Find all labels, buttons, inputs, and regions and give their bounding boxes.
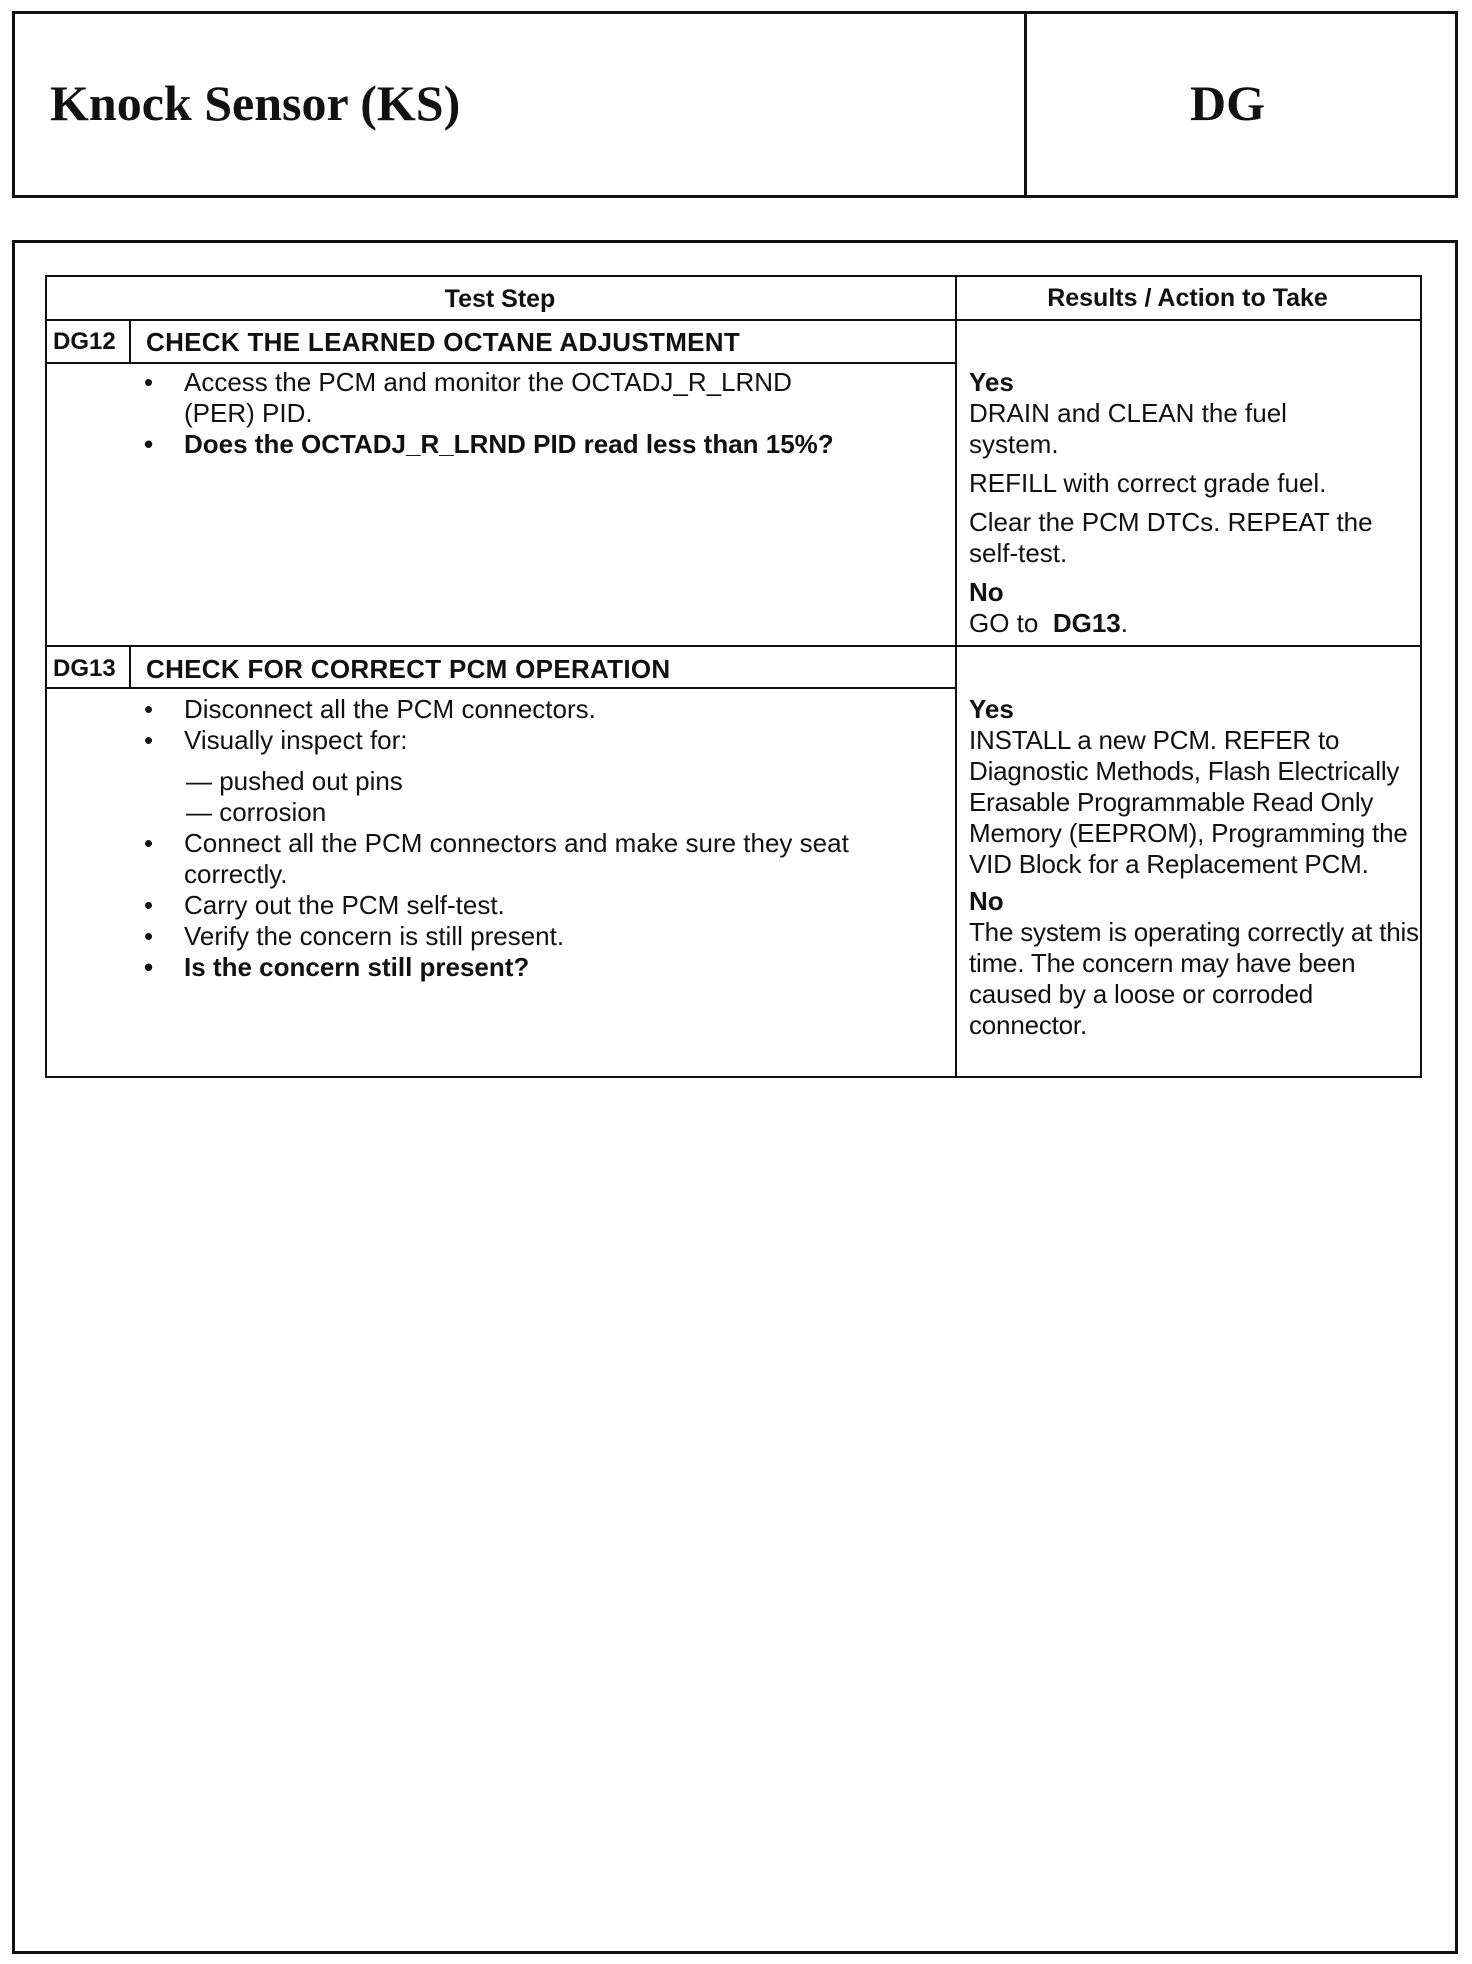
no-label: No [969,577,1004,607]
no-label: No [969,886,1004,916]
header-row-divider [47,319,1420,321]
result-text: Clear the PCM DTCs. REPEAT the self-test. [969,507,1373,568]
step-id-divider [129,645,131,687]
result-text: REFILL with correct grade fuel. [969,468,1327,498]
step-row-divider [47,645,1420,647]
list-item: • Carry out the PCM self-test. [144,890,914,921]
step-title-underline [47,362,955,364]
result-text: INSTALL a new PCM. REFER to Diagnostic Methods, Flash Electrically Erasable Programmable Read Only Memory (EEPROM), Programming the VID Block for a Replacement PCM. [969,725,1408,879]
step-instructions [144,367,914,460]
step-instructions [144,694,914,983]
list-item: • Visually inspect for: [144,725,914,756]
step-id: DG13 [53,655,116,682]
list-item: • Access the PCM and monitor the OCTADJ_R_LRND (PER) PID. [144,367,914,429]
column-divider [955,277,957,1076]
yes-label: Yes [969,367,1014,397]
step-id: DG12 [53,328,116,355]
list-item: • Connect all the PCM connectors and make sure they seat correctly. [144,828,914,890]
yes-label: Yes [969,694,1014,724]
result-text: The system is operating correctly at this time. The concern may have been caused by a loose or corroded connector. [969,917,1419,1040]
sub-list-item: — corrosion [186,797,327,827]
goto-period: . [1120,608,1128,638]
step-result [969,694,1421,1041]
step-question: • Does the OCTADJ_R_LRND PID read less than 15%? [144,429,914,460]
goto-text: GO to [969,608,1039,638]
page-title: Knock Sensor (KS) [50,75,461,131]
step-question: • Is the concern still present? [144,952,914,983]
section-code: DG [1190,75,1265,131]
goto-step-link[interactable]: DG13 [1052,608,1121,638]
step-title-underline [47,687,955,689]
step-title: CHECK FOR CORRECT PCM OPERATION [146,654,671,684]
list-item: • Verify the concern is still present. [144,921,914,952]
step-id-divider [129,319,131,362]
result-text: DRAIN and CLEAN the fuel system. [969,398,1287,459]
step-result [969,367,1419,639]
step-title: CHECK THE LEARNED OCTANE ADJUSTMENT [146,327,741,357]
column-header-test-step: Test Step [444,285,556,313]
sub-list-item: — pushed out pins [186,766,403,796]
list-item: • Disconnect all the PCM connectors. [144,694,914,725]
column-header-results: Results / Action to Take [1047,284,1328,312]
result-text [969,608,1419,639]
